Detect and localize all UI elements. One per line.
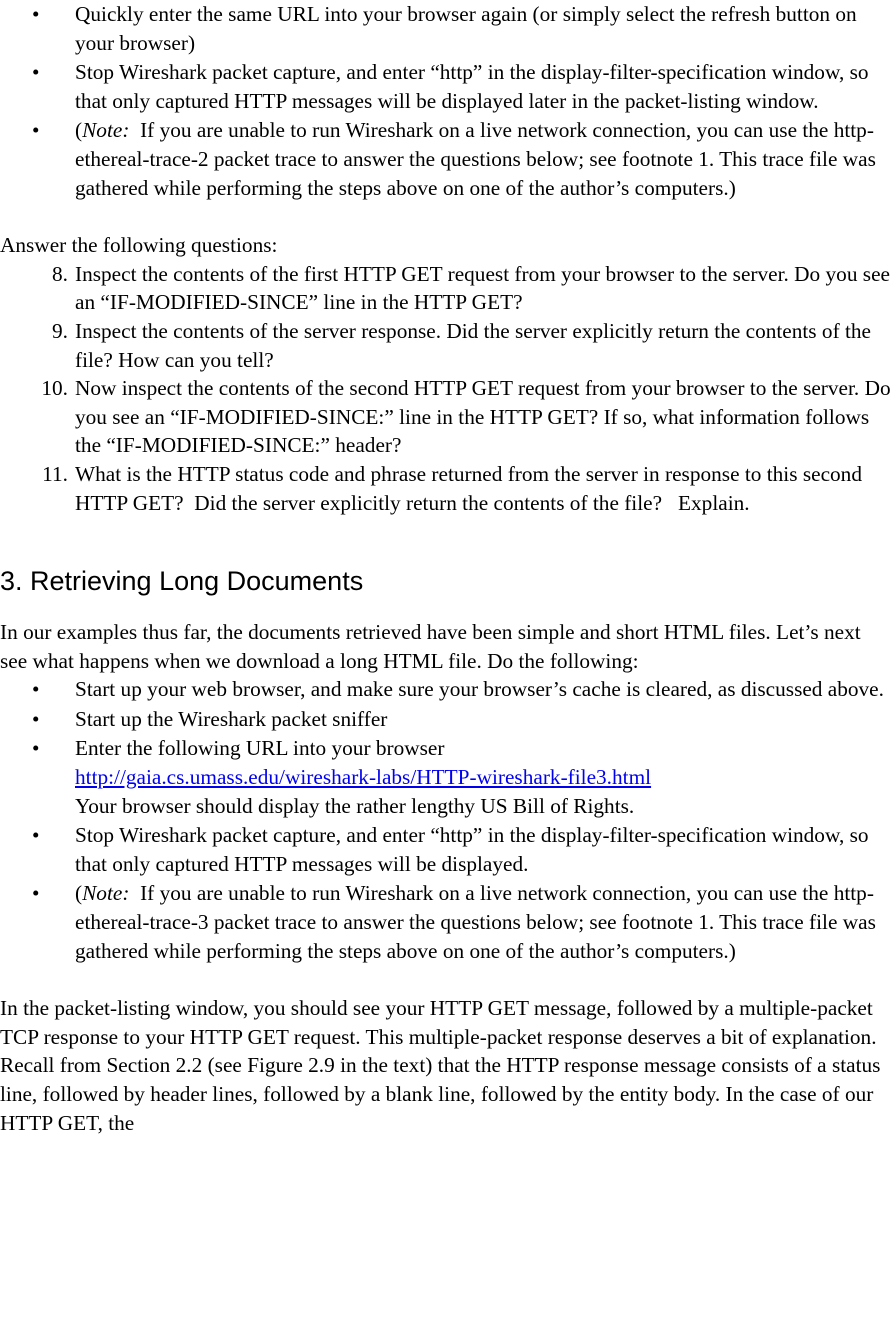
bullet-text: Start up the Wireshark packet sniffer [75, 706, 388, 731]
section-bullet-list [0, 675, 891, 965]
question-text: Inspect the contents of the server response. Did the server explicitly return the contents of the file? How can you tell? [75, 318, 872, 372]
bullet-text: Stop Wireshark packet capture, and enter “http” in the display-filter-specification window, so that only captured HTTP messages will be displayed later in the packet-listing window. [75, 60, 869, 113]
question-text: Inspect the contents of the first HTTP GET request from your browser to the server. Do you see an “IF-MODIFIED-SINCE” line in the HTTP GET? [75, 261, 890, 315]
bullet-icon: • [32, 118, 40, 143]
list-item [0, 675, 891, 704]
list-item [0, 705, 891, 734]
note-label: Note: [82, 881, 130, 906]
section-heading: 3. Retrieving Long Documents [0, 566, 364, 597]
bullet-text: Quickly enter the same URL into your browser again (or simply select the refresh button on your browser) [75, 2, 857, 55]
bullet-text: Enter the following URL into your browser [75, 736, 445, 761]
bullet-icon: • [32, 881, 40, 906]
bullet-icon: • [32, 706, 40, 731]
question-item [0, 460, 891, 517]
note-open: ( [75, 881, 83, 906]
closing-paragraph: In the packet-listing window, you should see your HTTP GET message, followed by a multiple-packet TCP response to your HTTP GET request. This multiple-packet response deserves a bit of explanation. Recall from Section 2.2 (see Figure 2.9 in the text) that the HTTP response message consists of a status line, followed by header lines, followed by a blank line, followed by the entity body. In the case of our HTTP GET, the [0, 996, 881, 1135]
bullet-text: Stop Wireshark packet capture, and enter “http” in the display-filter-specification window, so that only captured HTTP messages will be displayed. [75, 823, 869, 876]
list-item [0, 879, 891, 965]
bullet-icon: • [32, 2, 40, 26]
bullet-icon: • [32, 60, 40, 85]
question-item [0, 374, 891, 460]
top-bullet-list [0, 0, 891, 202]
question-list [0, 260, 891, 517]
note-open: ( [75, 118, 83, 143]
list-item [0, 821, 891, 878]
question-text: Now inspect the contents of the second HTTP GET request from your browser to the server. Do you see an “IF-MODIFIED-SINCE:” line in the HTTP GET? If so, what information follows the “IF-MODIFIED-SINCE:” header? [75, 376, 891, 458]
list-item [0, 116, 891, 202]
list-item [0, 0, 891, 57]
bullet-text: Start up your web browser, and make sure your browser’s cache is cleared, as discussed above. [75, 677, 884, 702]
question-number: 10. [41, 376, 68, 401]
note-label: Note: [82, 118, 130, 143]
list-item [0, 734, 891, 820]
note-text: If you are unable to run Wireshark on a live network connection, you can use the http-ethereal-trace-2 packet trace to answer the questions below; see footnote 1. This trace file was gathered while performing the steps above on one of the author’s computers.) [75, 118, 882, 200]
file3-link[interactable]: http://gaia.cs.umass.edu/wireshark-labs/HTTP-wireshark-file3.html [75, 765, 652, 790]
question-item [0, 260, 891, 317]
bullet-text: Your browser should display the rather lengthy US Bill of Rights. [75, 793, 635, 818]
bullet-icon: • [32, 677, 40, 702]
question-number: 11. [42, 461, 68, 486]
question-item [0, 317, 891, 374]
list-item [0, 58, 891, 115]
question-text: What is the HTTP status code and phrase returned from the server in response to this second HTTP GET? Did the server explicitly return the contents of the file? Explain. [75, 461, 868, 515]
question-number: 8. [52, 261, 68, 286]
question-number: 9. [52, 318, 68, 343]
answer-intro: Answer the following questions: [0, 233, 278, 258]
section-intro: In our examples thus far, the documents retrieved have been simple and short HTML files. Let’s next see what happens when we download a long HTML file. Do the following: [0, 620, 861, 673]
note-text: If you are unable to run Wireshark on a live network connection, you can use the http-ethereal-trace-3 packet trace to answer the questions below; see footnote 1. This trace file was gathered while performing the steps above on one of the author’s computers.) [75, 881, 882, 963]
bullet-icon: • [32, 823, 40, 848]
bullet-icon: • [32, 736, 40, 761]
